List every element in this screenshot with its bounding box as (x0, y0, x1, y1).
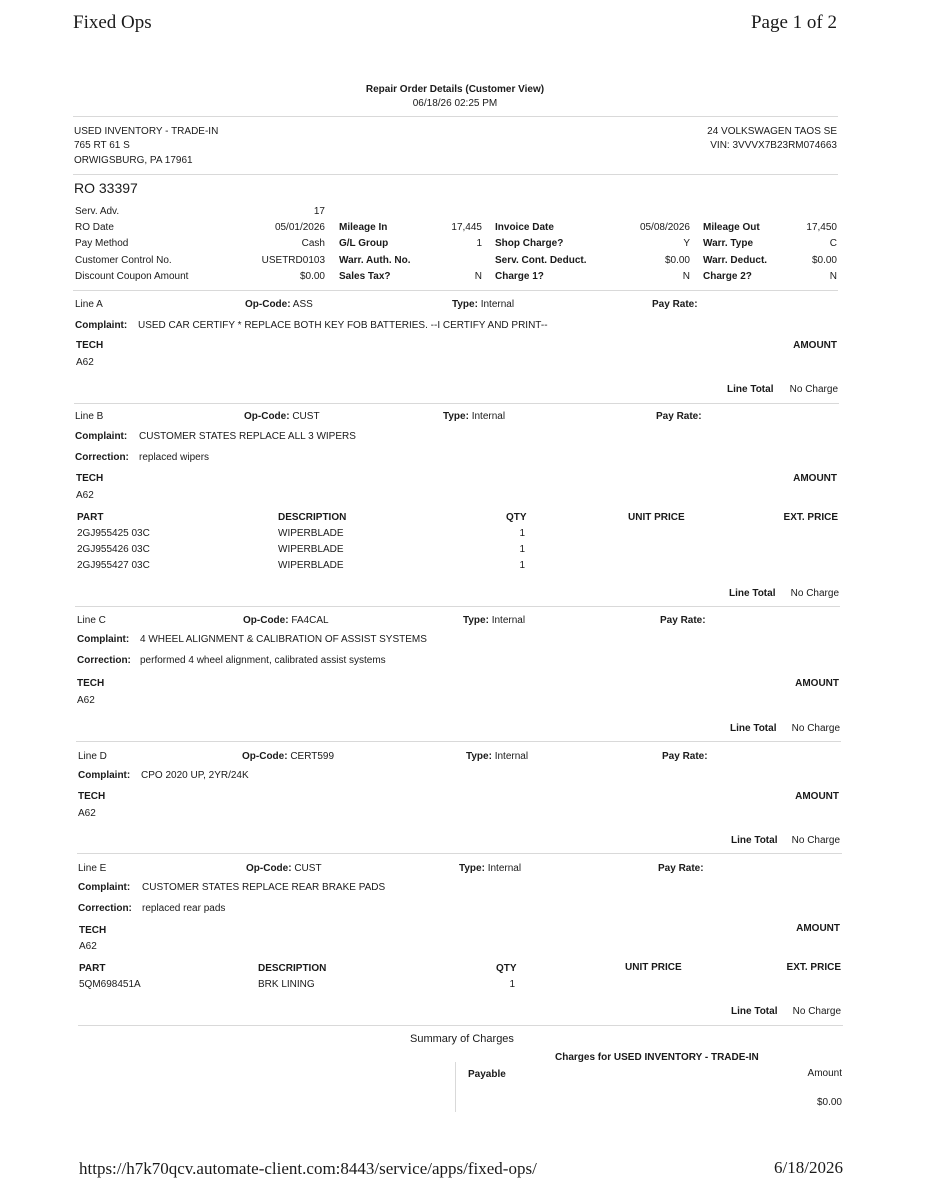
line-total-value: No Charge (792, 1006, 841, 1017)
part-description: BRK LINING (258, 979, 315, 990)
charges-for-label: Charges for USED INVENTORY - TRADE-IN (555, 1052, 759, 1063)
part-number: 2GJ955426 03C (77, 544, 150, 555)
line-total-value: No Charge (790, 588, 839, 599)
part-header: PART (77, 512, 104, 523)
sales-tax-value: N (474, 271, 482, 282)
customer-address: 765 RT 61 S (74, 140, 130, 151)
customer-city: ORWIGSBURG, PA 17961 (74, 155, 193, 166)
complaint-label: Complaint: (78, 882, 131, 893)
pay-rate-label: Pay Rate: (652, 299, 698, 310)
divider (73, 290, 838, 291)
complaint-text: CPO 2020 UP, 2YR/24K (141, 770, 249, 781)
line-name: Line C (77, 615, 106, 626)
tech-header: TECH (77, 678, 105, 689)
line-total-value: No Charge (791, 723, 840, 734)
opcode-value: ASS (292, 299, 313, 310)
line-total-label: Line Total (731, 835, 778, 846)
type-label: Type: (459, 863, 485, 874)
mileage-in-value: 17,445 (451, 222, 482, 233)
sales-tax-label: Sales Tax? (339, 271, 391, 282)
divider (78, 1025, 843, 1026)
correction-label: Correction: (77, 655, 131, 666)
pay-rate-label: Pay Rate: (660, 615, 706, 626)
opcode-field (242, 751, 334, 762)
line-total-value: No Charge (789, 384, 838, 395)
footer-date: 6/18/2026 (774, 1158, 843, 1177)
line-total-value: No Charge (791, 835, 840, 846)
opcode-field (245, 299, 313, 310)
description-header: DESCRIPTION (258, 963, 327, 974)
customer-control-value: USETRD0103 (261, 255, 325, 266)
type-label: Type: (452, 299, 478, 310)
invoice-date-value: 05/08/2026 (639, 222, 690, 233)
mileage-out-value: 17,450 (806, 222, 837, 233)
summary-amount: $0.00 (816, 1097, 842, 1108)
line-total-label: Line Total (730, 723, 777, 734)
tech-id: A62 (78, 808, 96, 819)
amount-label: Amount (807, 1068, 842, 1079)
mileage-in-label: Mileage In (339, 222, 388, 233)
serv-adv-value: 17 (313, 206, 325, 217)
report-title: Repair Order Details (Customer View) (365, 84, 545, 95)
type-value: Internal (480, 299, 515, 310)
amount-header: AMOUNT (796, 923, 840, 934)
unit-price-header: UNIT PRICE (625, 962, 682, 973)
type-field (466, 751, 528, 762)
opcode-label: Op-Code: (242, 751, 288, 762)
divider (75, 606, 840, 607)
opcode-label: Op-Code: (245, 299, 291, 310)
line-name: Line D (78, 751, 107, 762)
mileage-out-label: Mileage Out (703, 222, 760, 233)
pay-rate-label: Pay Rate: (662, 751, 708, 762)
opcode-value: CUST (294, 863, 322, 874)
pay-rate-label: Pay Rate: (656, 411, 702, 422)
charge2-value: N (829, 271, 837, 282)
part-header: PART (79, 963, 106, 974)
report-timestamp: 06/18/26 02:25 PM (412, 98, 498, 109)
divider (73, 116, 838, 117)
opcode-value: CUST (292, 411, 320, 422)
pay-method-value: Cash (301, 238, 325, 249)
type-field (463, 615, 525, 626)
footer-url: https://h7k70qcv.automate-client.com:8443/service/apps/fixed-ops/ (79, 1159, 537, 1178)
ext-price-header: EXT. PRICE (786, 962, 841, 973)
pay-rate-label: Pay Rate: (658, 863, 704, 874)
charge2-label: Charge 2? (703, 271, 752, 282)
customer-control-label: Customer Control No. (75, 255, 172, 266)
unit-price-header: UNIT PRICE (628, 512, 685, 523)
vehicle-description: 24 VOLKSWAGEN TAOS SE (707, 126, 837, 137)
pay-method-label: Pay Method (75, 238, 129, 249)
correction-text: replaced wipers (139, 452, 210, 463)
part-number: 2GJ955425 03C (77, 528, 150, 539)
complaint-text: USED CAR CERTIFY * REPLACE BOTH KEY FOB BATTERIES. --I CERTIFY AND PRINT-- (138, 320, 548, 331)
complaint-label: Complaint: (75, 320, 128, 331)
complaint-text: CUSTOMER STATES REPLACE REAR BRAKE PADS (142, 882, 386, 893)
opcode-label: Op-Code: (244, 411, 290, 422)
amount-header: AMOUNT (793, 473, 837, 484)
type-field (459, 863, 521, 874)
qty-header: QTY (496, 963, 517, 974)
type-value: Internal (494, 751, 529, 762)
part-number: 2GJ955427 03C (77, 560, 150, 571)
opcode-value: FA4CAL (291, 615, 329, 626)
part-description: WIPERBLADE (278, 528, 344, 539)
type-label: Type: (463, 615, 489, 626)
tech-header: TECH (76, 473, 104, 484)
serv-cont-label: Serv. Cont. Deduct. (495, 255, 587, 266)
complaint-text: 4 WHEEL ALIGNMENT & CALIBRATION OF ASSIST SYSTEMS (140, 634, 427, 645)
tech-id: A62 (76, 490, 94, 501)
type-label: Type: (466, 751, 492, 762)
payable-label: Payable (468, 1069, 506, 1080)
opcode-field (246, 863, 322, 874)
gl-group-label: G/L Group (339, 238, 389, 249)
part-qty: 1 (509, 979, 515, 990)
complaint-label: Complaint: (75, 431, 128, 442)
divider (77, 853, 842, 854)
shop-charge-label: Shop Charge? (495, 238, 564, 249)
tech-header: TECH (79, 925, 107, 936)
opcode-value: CERT599 (290, 751, 335, 762)
warr-type-label: Warr. Type (703, 238, 754, 249)
charge1-label: Charge 1? (495, 271, 544, 282)
warr-deduct-label: Warr. Deduct. (703, 255, 768, 266)
part-number: 5QM698451A (79, 979, 141, 990)
type-field (452, 299, 514, 310)
discount-value: $0.00 (299, 271, 325, 282)
line-name: Line B (75, 411, 104, 422)
opcode-label: Op-Code: (243, 615, 289, 626)
invoice-date-label: Invoice Date (495, 222, 554, 233)
correction-label: Correction: (78, 903, 132, 914)
charge1-value: N (682, 271, 690, 282)
correction-label: Correction: (75, 452, 129, 463)
type-field (443, 411, 505, 422)
warr-auth-label: Warr. Auth. No. (339, 255, 411, 266)
line-total-label: Line Total (731, 1006, 778, 1017)
opcode-field (244, 411, 320, 422)
qty-header: QTY (506, 512, 527, 523)
divider (76, 741, 841, 742)
tech-id: A62 (77, 695, 95, 706)
customer-name: USED INVENTORY - TRADE-IN (74, 126, 219, 137)
tech-header: TECH (76, 340, 104, 351)
divider (74, 403, 839, 404)
tech-id: A62 (79, 941, 97, 952)
complaint-label: Complaint: (78, 770, 131, 781)
amount-header: AMOUNT (795, 791, 839, 802)
part-qty: 1 (519, 560, 525, 571)
ro-date-label: RO Date (75, 222, 114, 233)
line-name: Line A (75, 299, 103, 310)
opcode-field (243, 615, 329, 626)
vehicle-vin: VIN: 3VVVX7B23RM074663 (710, 140, 837, 151)
tech-id: A62 (76, 357, 94, 368)
line-total-label: Line Total (727, 384, 774, 395)
discount-label: Discount Coupon Amount (75, 271, 189, 282)
gl-group-value: 1 (476, 238, 482, 249)
type-value: Internal (487, 863, 522, 874)
type-value: Internal (491, 615, 526, 626)
part-description: WIPERBLADE (278, 560, 344, 571)
shop-charge-value: Y (683, 238, 690, 249)
tech-header: TECH (78, 791, 106, 802)
complaint-text: CUSTOMER STATES REPLACE ALL 3 WIPERS (139, 431, 356, 442)
correction-text: replaced rear pads (142, 903, 226, 914)
amount-header: AMOUNT (793, 340, 837, 351)
part-description: WIPERBLADE (278, 544, 344, 555)
part-qty: 1 (519, 544, 525, 555)
description-header: DESCRIPTION (278, 512, 347, 523)
serv-cont-value: $0.00 (664, 255, 690, 266)
page-indicator: Page 1 of 2 (750, 12, 837, 33)
correction-text: performed 4 wheel alignment, calibrated assist systems (140, 655, 386, 666)
opcode-label: Op-Code: (246, 863, 292, 874)
ro-date-value: 05/01/2026 (274, 222, 325, 233)
summary-title: Summary of Charges (410, 1033, 514, 1045)
line-total-label: Line Total (729, 588, 776, 599)
ro-number: RO 33397 (74, 180, 138, 196)
warr-deduct-value: $0.00 (811, 255, 837, 266)
complaint-label: Complaint: (77, 634, 130, 645)
type-value: Internal (471, 411, 506, 422)
summary-divider (455, 1062, 456, 1112)
line-name: Line E (78, 863, 107, 874)
serv-adv-label: Serv. Adv. (75, 206, 120, 217)
part-qty: 1 (519, 528, 525, 539)
amount-header: AMOUNT (795, 678, 839, 689)
warr-type-value: C (829, 238, 837, 249)
divider (73, 174, 838, 175)
print-header-title: Fixed Ops (73, 12, 152, 33)
type-label: Type: (443, 411, 469, 422)
ext-price-header: EXT. PRICE (783, 512, 838, 523)
